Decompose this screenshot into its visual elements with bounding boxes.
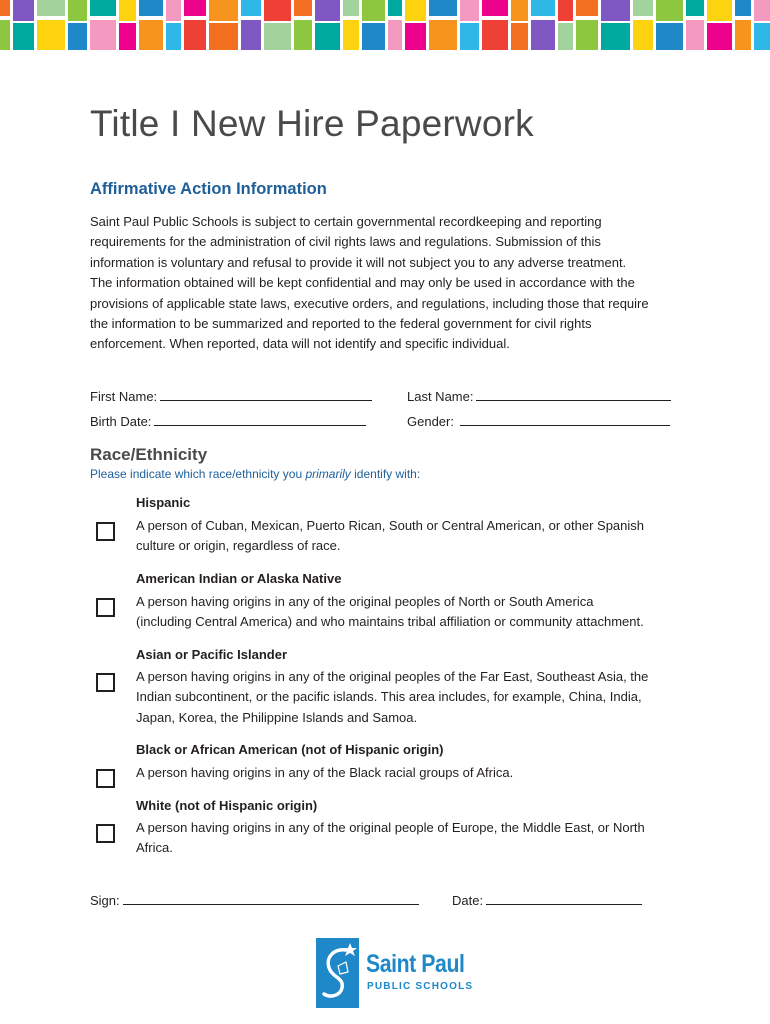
race-ethnicity-instructions — [90, 467, 420, 481]
checkbox-black-african-american[interactable] — [96, 769, 115, 788]
birth-date-label: Birth Date: — [90, 414, 152, 429]
description-line: culture or origin, regardless of race. — [136, 538, 341, 554]
mosaic-tile — [264, 23, 291, 50]
mosaic-tile — [511, 0, 528, 21]
mosaic-tile — [139, 0, 163, 16]
paragraph-line: requirements for the administration of civil rights laws and regulations. Submission of this — [90, 234, 601, 250]
mosaic-tile — [558, 0, 573, 21]
mosaic-tile — [405, 23, 426, 50]
mosaic-tile — [362, 23, 385, 50]
gender-input-line[interactable] — [460, 412, 670, 426]
mosaic-tile — [460, 23, 479, 50]
race-ethnicity-heading: Race/Ethnicity — [90, 445, 208, 464]
option-american-indian-description — [136, 592, 681, 633]
mosaic-tile — [90, 20, 116, 50]
mosaic-tile — [68, 0, 87, 21]
mosaic-tile — [429, 20, 457, 50]
mosaic-tile — [754, 23, 770, 50]
mosaic-tile — [601, 23, 630, 50]
mosaic-tile — [294, 20, 312, 50]
first-name-field — [90, 387, 372, 404]
mosaic-tile — [343, 0, 359, 16]
logo-emblem-icon — [316, 938, 359, 1008]
mosaic-tile — [405, 0, 426, 21]
mosaic-tile — [707, 23, 732, 50]
instructions-text-end: identify with: — [350, 467, 421, 481]
mosaic-tile — [362, 0, 385, 21]
option-black-african-american-description — [136, 763, 681, 783]
mosaic-tile — [184, 20, 206, 50]
mosaic-tile — [531, 20, 555, 50]
description-line: A person having origins in any of the original peoples of North or South America — [136, 594, 594, 609]
date-label: Date: — [452, 893, 484, 908]
mosaic-tile — [686, 0, 704, 16]
mosaic-tile — [601, 0, 630, 21]
option-hispanic-description — [136, 516, 681, 557]
mosaic-tile — [315, 23, 340, 50]
sign-input-line[interactable] — [123, 891, 419, 905]
sign-label: Sign: — [90, 893, 120, 908]
mosaic-tile — [633, 20, 653, 50]
affirmative-action-heading: Affirmative Action Information — [90, 180, 327, 198]
mosaic-tile — [429, 0, 457, 16]
mosaic-tile — [482, 0, 508, 16]
logo-name-text: Saint Paul — [366, 950, 465, 978]
paragraph-line: the information to be summarized and reported to the federal government for civil rights — [90, 316, 592, 332]
mosaic-tile — [511, 23, 528, 50]
saint-paul-public-schools-logo — [316, 938, 474, 1008]
mosaic-tile — [90, 0, 116, 16]
description-line: Japan, Korea, the Philippine Islands and Samoa. — [136, 709, 418, 725]
mosaic-tile — [68, 23, 87, 50]
gender-field — [407, 412, 670, 429]
paragraph-line: The information obtained will be kept confidential and may only be used in accordance with the — [90, 275, 635, 291]
last-name-label: Last Name: — [407, 389, 474, 404]
paragraph-line: information is voluntary and refusal to provide it will not subject you to any adverse treatment. — [90, 254, 627, 270]
mosaic-tile — [119, 0, 136, 21]
mosaic-tile — [241, 20, 261, 50]
paragraph-line: provisions of applicable state laws, executive orders, and regulations, including those that require — [90, 295, 649, 311]
mosaic-tile — [315, 0, 340, 21]
header-mosaic-banner — [0, 0, 770, 50]
option-asian-pacific-title: Asian or Pacific Islander — [136, 647, 288, 662]
mosaic-tile — [241, 0, 261, 16]
mosaic-tile — [388, 20, 402, 50]
mosaic-tile — [558, 23, 573, 50]
mosaic-tile — [166, 23, 181, 50]
date-input-line[interactable] — [486, 891, 642, 905]
mosaic-tile — [656, 23, 683, 50]
mosaic-tile — [460, 0, 479, 21]
mosaic-tile — [735, 0, 751, 16]
option-white-description — [136, 818, 681, 859]
mosaic-tile — [388, 0, 402, 16]
mosaic-tile — [754, 0, 770, 21]
checkbox-white[interactable] — [96, 824, 115, 843]
mosaic-tile — [576, 20, 598, 50]
description-line: Africa. — [136, 840, 173, 856]
mosaic-tile — [209, 23, 238, 50]
mosaic-tile — [531, 0, 555, 16]
date-field — [452, 891, 642, 908]
gender-label: Gender: — [407, 414, 454, 429]
option-white-title: White (not of Hispanic origin) — [136, 798, 318, 813]
mosaic-tile — [139, 20, 163, 50]
instructions-text: Please indicate which race/ethnicity you — [90, 467, 306, 481]
mosaic-tile — [0, 0, 10, 16]
mosaic-tile — [13, 23, 34, 50]
mosaic-tile — [37, 20, 65, 50]
checkbox-hispanic[interactable] — [96, 522, 115, 541]
option-asian-pacific-description — [136, 667, 681, 728]
mosaic-tile — [13, 0, 34, 21]
sign-field — [90, 891, 419, 908]
mosaic-tile — [264, 0, 291, 21]
mosaic-tile — [37, 0, 65, 16]
mosaic-tile — [166, 0, 181, 21]
checkbox-american-indian[interactable] — [96, 598, 115, 617]
mosaic-tile — [576, 0, 598, 16]
logo-subtitle-text: PUBLIC SCHOOLS — [367, 981, 474, 992]
description-line: A person having origins in any of the original people of Europe, the Middle East, or North — [136, 820, 645, 835]
mosaic-tile — [184, 0, 206, 16]
last-name-input-line[interactable] — [476, 387, 671, 401]
page-title: Title I New Hire Paperwork — [90, 103, 534, 144]
affirmative-action-paragraph — [90, 212, 690, 355]
mosaic-tile — [656, 0, 683, 21]
birth-date-field — [90, 412, 366, 429]
description-line: A person having origins in any of the original peoples of the Far East, Southeast Asia, the — [136, 669, 649, 684]
paragraph-line: enforcement. When reported, data will not identify and specific individual. — [90, 336, 510, 352]
paragraph-line: Saint Paul Public Schools is subject to certain governmental recordkeeping and reporting — [90, 214, 602, 229]
mosaic-tile — [209, 0, 238, 21]
last-name-field — [407, 387, 671, 404]
instructions-emphasis: primarily — [305, 467, 351, 481]
mosaic-tile — [294, 0, 312, 16]
description-line: A person of Cuban, Mexican, Puerto Rican, South or Central American, or other Spanish — [136, 518, 644, 533]
mosaic-tile — [0, 20, 10, 50]
first-name-label: First Name: — [90, 389, 158, 404]
option-black-african-american-title: Black or African American (not of Hispanic origin) — [136, 742, 444, 757]
option-american-indian-title: American Indian or Alaska Native — [136, 571, 342, 586]
mosaic-tile — [482, 20, 508, 50]
mosaic-tile — [707, 0, 732, 21]
option-hispanic-title: Hispanic — [136, 495, 191, 510]
birth-date-input-line[interactable] — [154, 412, 366, 426]
mosaic-tile — [343, 20, 359, 50]
mosaic-tile — [119, 23, 136, 50]
first-name-input-line[interactable] — [160, 387, 372, 401]
mosaic-tile — [686, 20, 704, 50]
description-line: Indian subcontinent, or the pacific islands. This area includes, for example, China, India, — [136, 689, 642, 705]
description-line: (including Central America) and who maintains tribal affiliation or community attachment. — [136, 614, 644, 630]
checkbox-asian-pacific[interactable] — [96, 673, 115, 692]
description-line: A person having origins in any of the Black racial groups of Africa. — [136, 765, 514, 780]
mosaic-tile — [633, 0, 653, 16]
mosaic-tile — [735, 20, 751, 50]
